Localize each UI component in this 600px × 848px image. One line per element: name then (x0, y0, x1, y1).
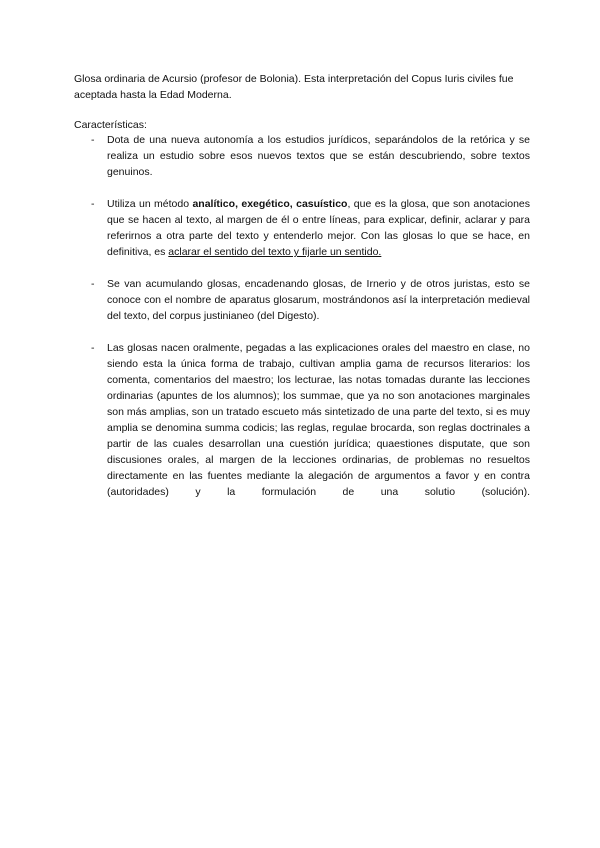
list-item (74, 196, 530, 260)
list-item-text-middle: , que es la glosa, que son anotaciones que se hacen al texto, al margen de él o entre líneas, para explicar, definir, aclarar y para referirnos a otra parte del texto y entenderlo mejor. Con las glosas lo que se hace, en definitiva, es (107, 198, 531, 258)
list-item-text: Dota de una nueva autonomía a los estudios jurídicos, separándolos de la retórica y se realiza un estudio sobre esos nuevos textos que se están descubriendo, sobre textos genuinos. (107, 134, 530, 178)
dash-bullet: - (91, 198, 95, 210)
bold-method-terms: analítico, exegético, casuístico (192, 198, 348, 210)
list-item (74, 132, 530, 180)
dash-bullet: - (91, 342, 95, 354)
characteristics-list (74, 132, 530, 500)
list-item-text: Se van acumulando glosas, encadenando glosas, de Irnerio y de otros juristas, esto se conoce con el nombre de aparatus glosarum, mostrándonos así la interpretación medieval del texto, del corpus justinianeo (del Digesto). (107, 278, 530, 322)
intro-paragraph: Glosa ordinaria de Acursio (profesor de Bolonia). Esta interpretación del Copus Iuris civiles fue aceptada hasta la Edad Moderna. (74, 73, 514, 101)
dash-bullet: - (91, 278, 95, 290)
dash-bullet: - (91, 134, 95, 146)
characteristics-heading: Características: (74, 119, 147, 131)
underlined-phrase: aclarar el sentido del texto y fijarle un sentido. (168, 246, 382, 258)
list-item (74, 340, 530, 500)
list-item-text: Las glosas nacen oralmente, pegadas a las explicaciones orales del maestro en clase, no siendo esta la única forma de trabajo, cultivan amplia gama de recursos literarios: los comenta, comentarios del maestro; los lecturae, las notas tomadas durante las lecciones ordinarias (apuntes de los alumnos); los summae, que ya no son anotaciones marginales son más amplias, son un tratado escueto más sintetizado de una parte del texto, si es muy amplia se denomina summa codicis; las reglas, regulae brocarda, son reglas doctrinales a partir de las cuales desarrollan una cuestión jurídica; quaestiones disputate, que son discusiones orales, al margen de la lecciones ordinarias, de problemas no resueltos directamente en las fuentes mediante la alegación de argumentos a favor y en contra (autoridades) y la formulación de una solutio (solución). (107, 342, 530, 498)
list-item-text-before: Utiliza un método (107, 198, 193, 210)
list-item-text (107, 196, 530, 260)
list-item (74, 276, 530, 324)
